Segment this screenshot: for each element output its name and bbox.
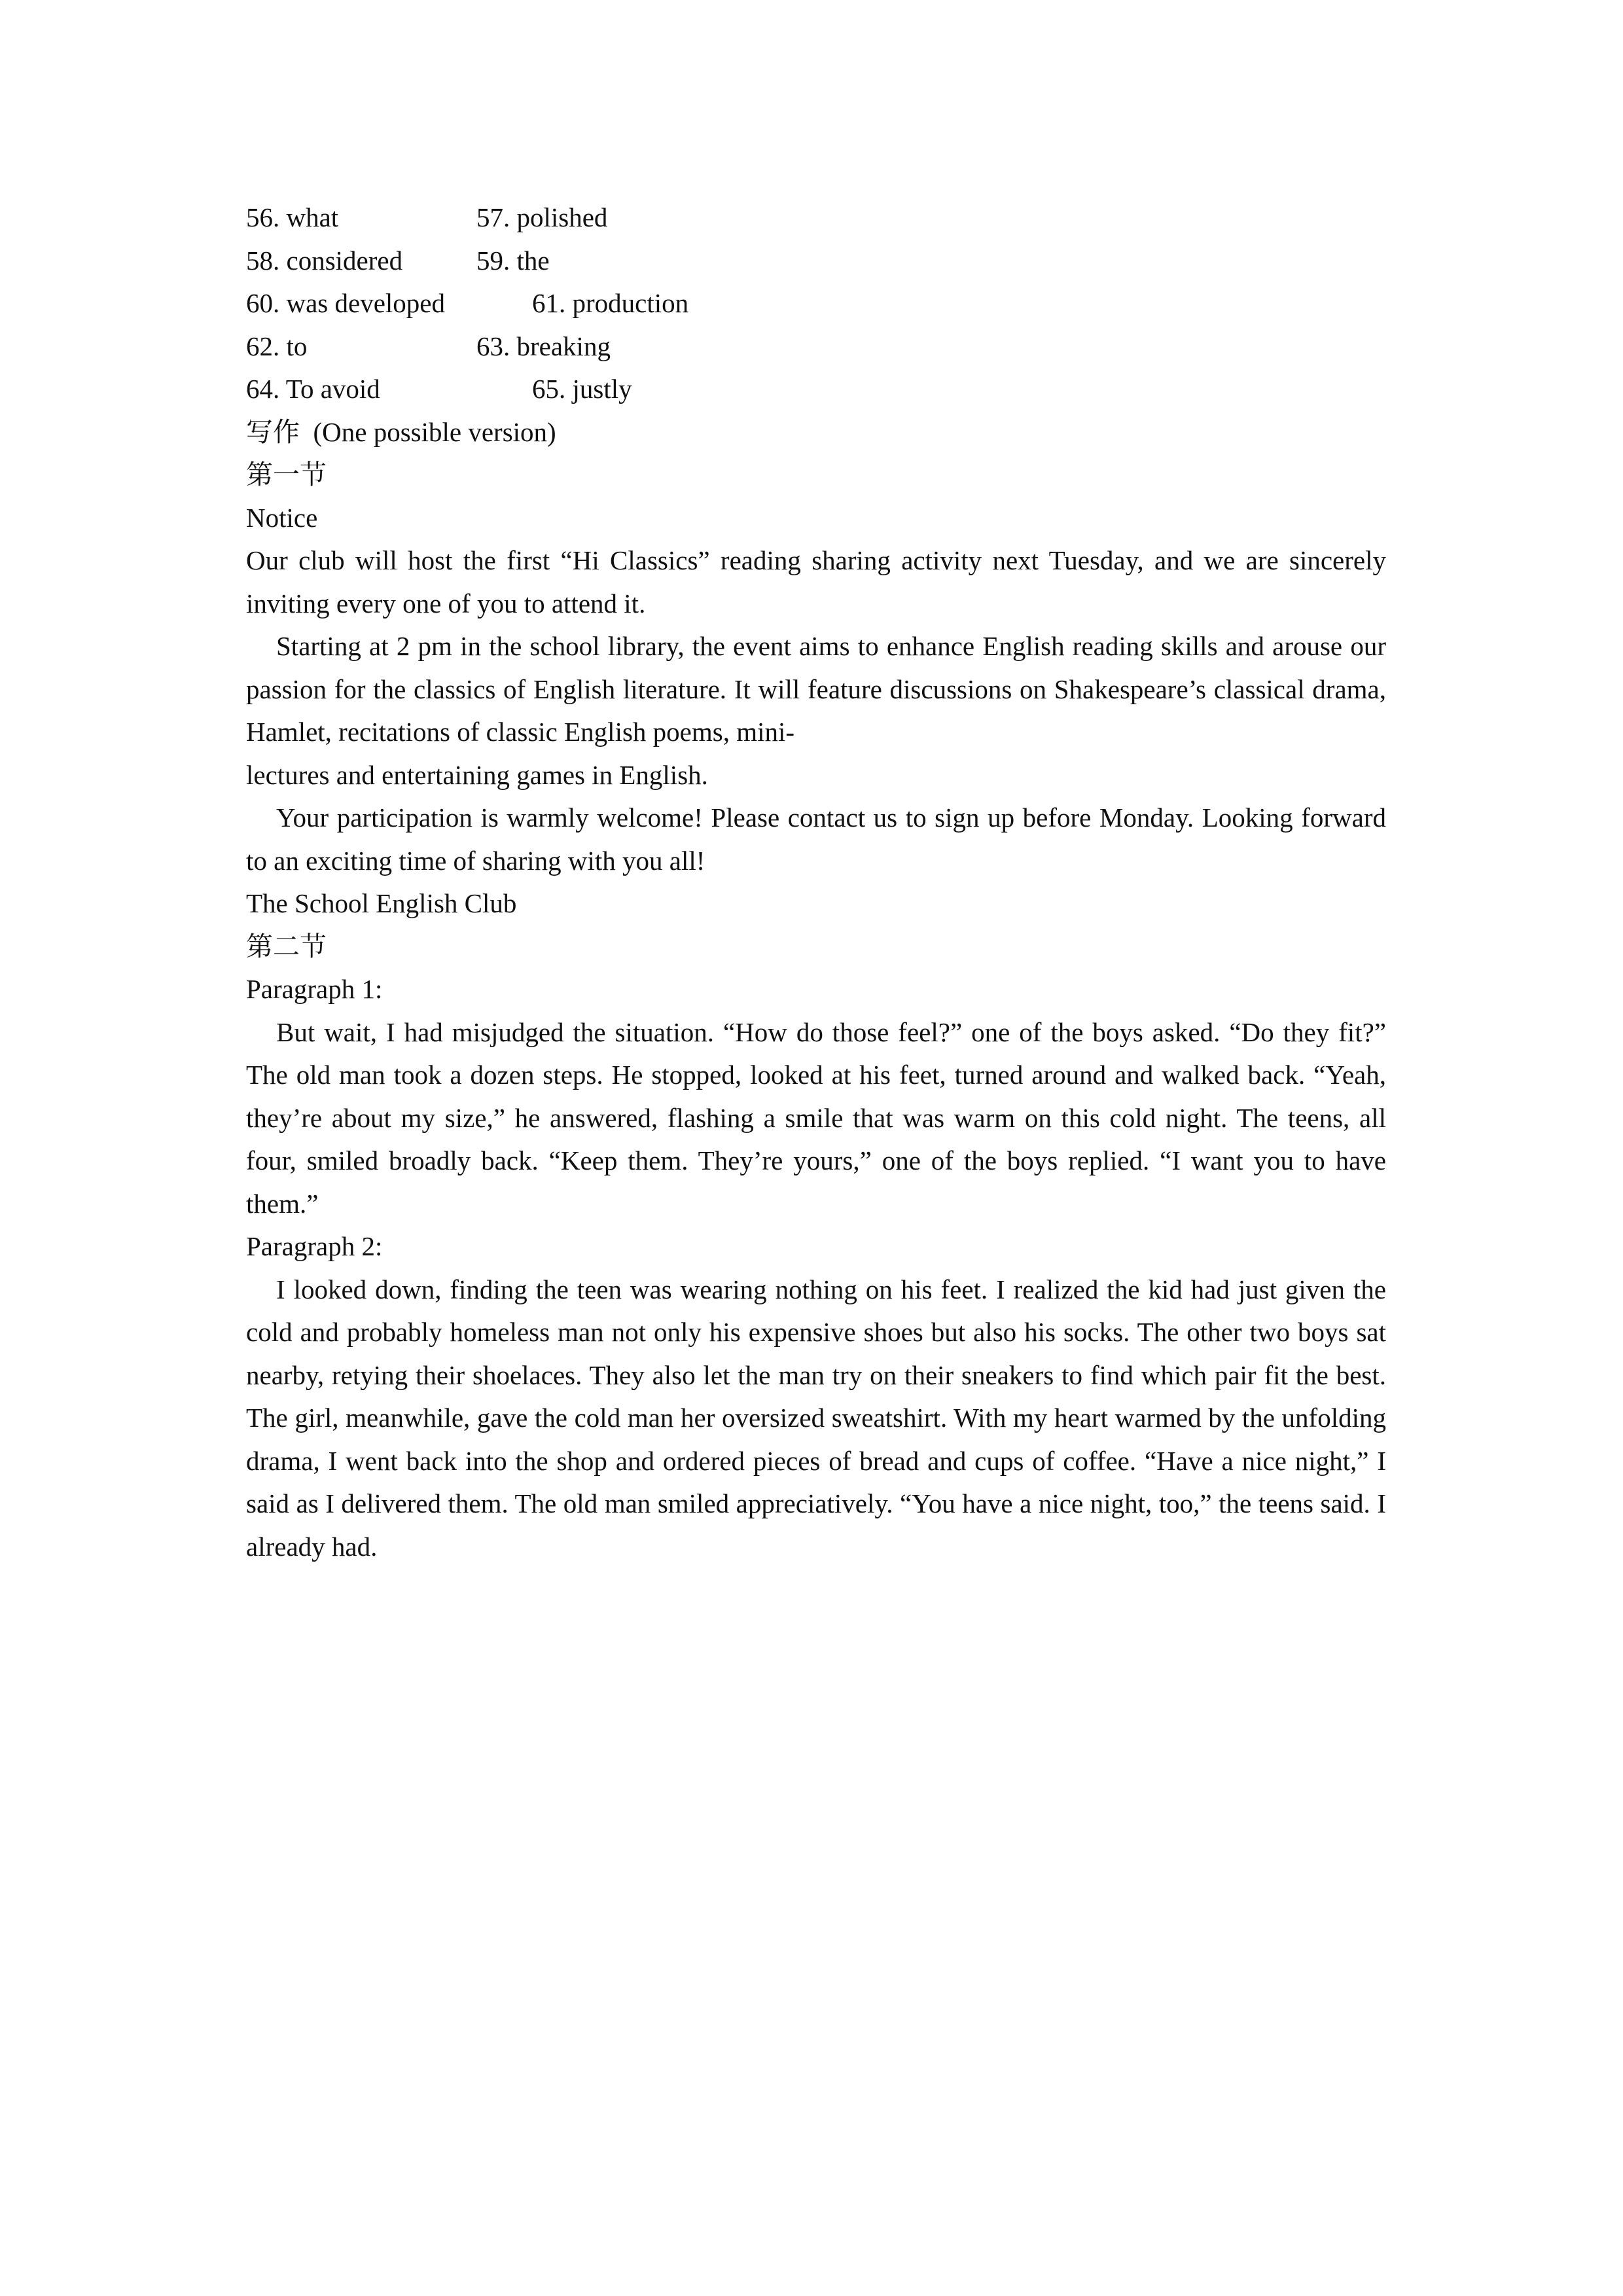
answer-63: 63. breaking [476, 331, 611, 361]
answer-65: 65. justly [532, 374, 632, 404]
notice-paragraph-3: Your participation is warmly welcome! Please contact us to sign up before Monday. Looking forward to an exciting time of sharing with you all! [246, 802, 1386, 876]
notice-paragraph-2-continued: lectures and entertaining games in English. [246, 759, 708, 790]
answer-row [246, 240, 1386, 283]
answer-row [246, 325, 1386, 368]
answer-61: 61. production [532, 288, 689, 318]
story-paragraph-2: I looked down, finding the teen was wearing nothing on his feet. I realized the kid had just given the cold and probably homeless man not only his expensive shoes but also his socks. The other two boys sat nearby, retying their shoelaces. They also let the man try on their sneakers to find which pair fit the best. The girl, meanwhile, gave the cold man her oversized sweatshirt. With my heart warmed by the unfolding drama, I went back into the shop and ordered pieces of bread and cups of coffee. “Have a nice night,” I said as I delivered them. The old man smiled appreciatively. “You have a nice night, too,” the teens said. I already had. [246, 1274, 1386, 1562]
answer-62: 62. to [246, 331, 308, 361]
writing-heading: 写作 (One possible version) [246, 416, 556, 447]
answer-57: 57. polished [476, 202, 608, 232]
section-2-heading: 第二节 [246, 931, 327, 961]
notice-paragraph-2: Starting at 2 pm in the school library, the event aims to enhance English reading skills and arouse our passion for the classics of English literature. It will feature discussions on Shakespeare’s classical drama, Hamlet, recitations of classic English poems, mini- [246, 631, 1386, 747]
answer-row [246, 196, 1386, 240]
story-paragraph-1: But wait, I had misjudged the situation. “How do those feel?” one of the boys asked. “Do they fit?” The old man took a dozen steps. He stopped, looked at his feet, turned around and walked back. “Yeah, they’re about my size,” he answered, flashing a smile that was warm on this cold night. The teens, all four, smiled broadly back. “Keep them. They’re yours,” one of the boys replied. “I want you to have them.” [246, 1016, 1386, 1219]
answer-56: 56. what [246, 202, 339, 232]
answer-sheet-page [246, 196, 1386, 1568]
answer-row [246, 282, 1386, 325]
notice-signature: The School English Club [246, 888, 517, 918]
answer-60: 60. was developed [246, 288, 445, 318]
notice-title: Notice [246, 502, 318, 533]
answer-58: 58. considered [246, 245, 403, 276]
answer-59: 59. the [476, 245, 550, 276]
paragraph-1-label: Paragraph 1: [246, 974, 383, 1004]
paragraph-2-label: Paragraph 2: [246, 1231, 383, 1261]
answer-row [246, 368, 1386, 411]
section-1-heading: 第一节 [246, 459, 327, 490]
answer-64: 64. To avoid [246, 374, 380, 404]
notice-paragraph-1: Our club will host the first “Hi Classics” reading sharing activity next Tuesday, and we are sincerely inviting every one of you to attend it. [246, 545, 1386, 619]
